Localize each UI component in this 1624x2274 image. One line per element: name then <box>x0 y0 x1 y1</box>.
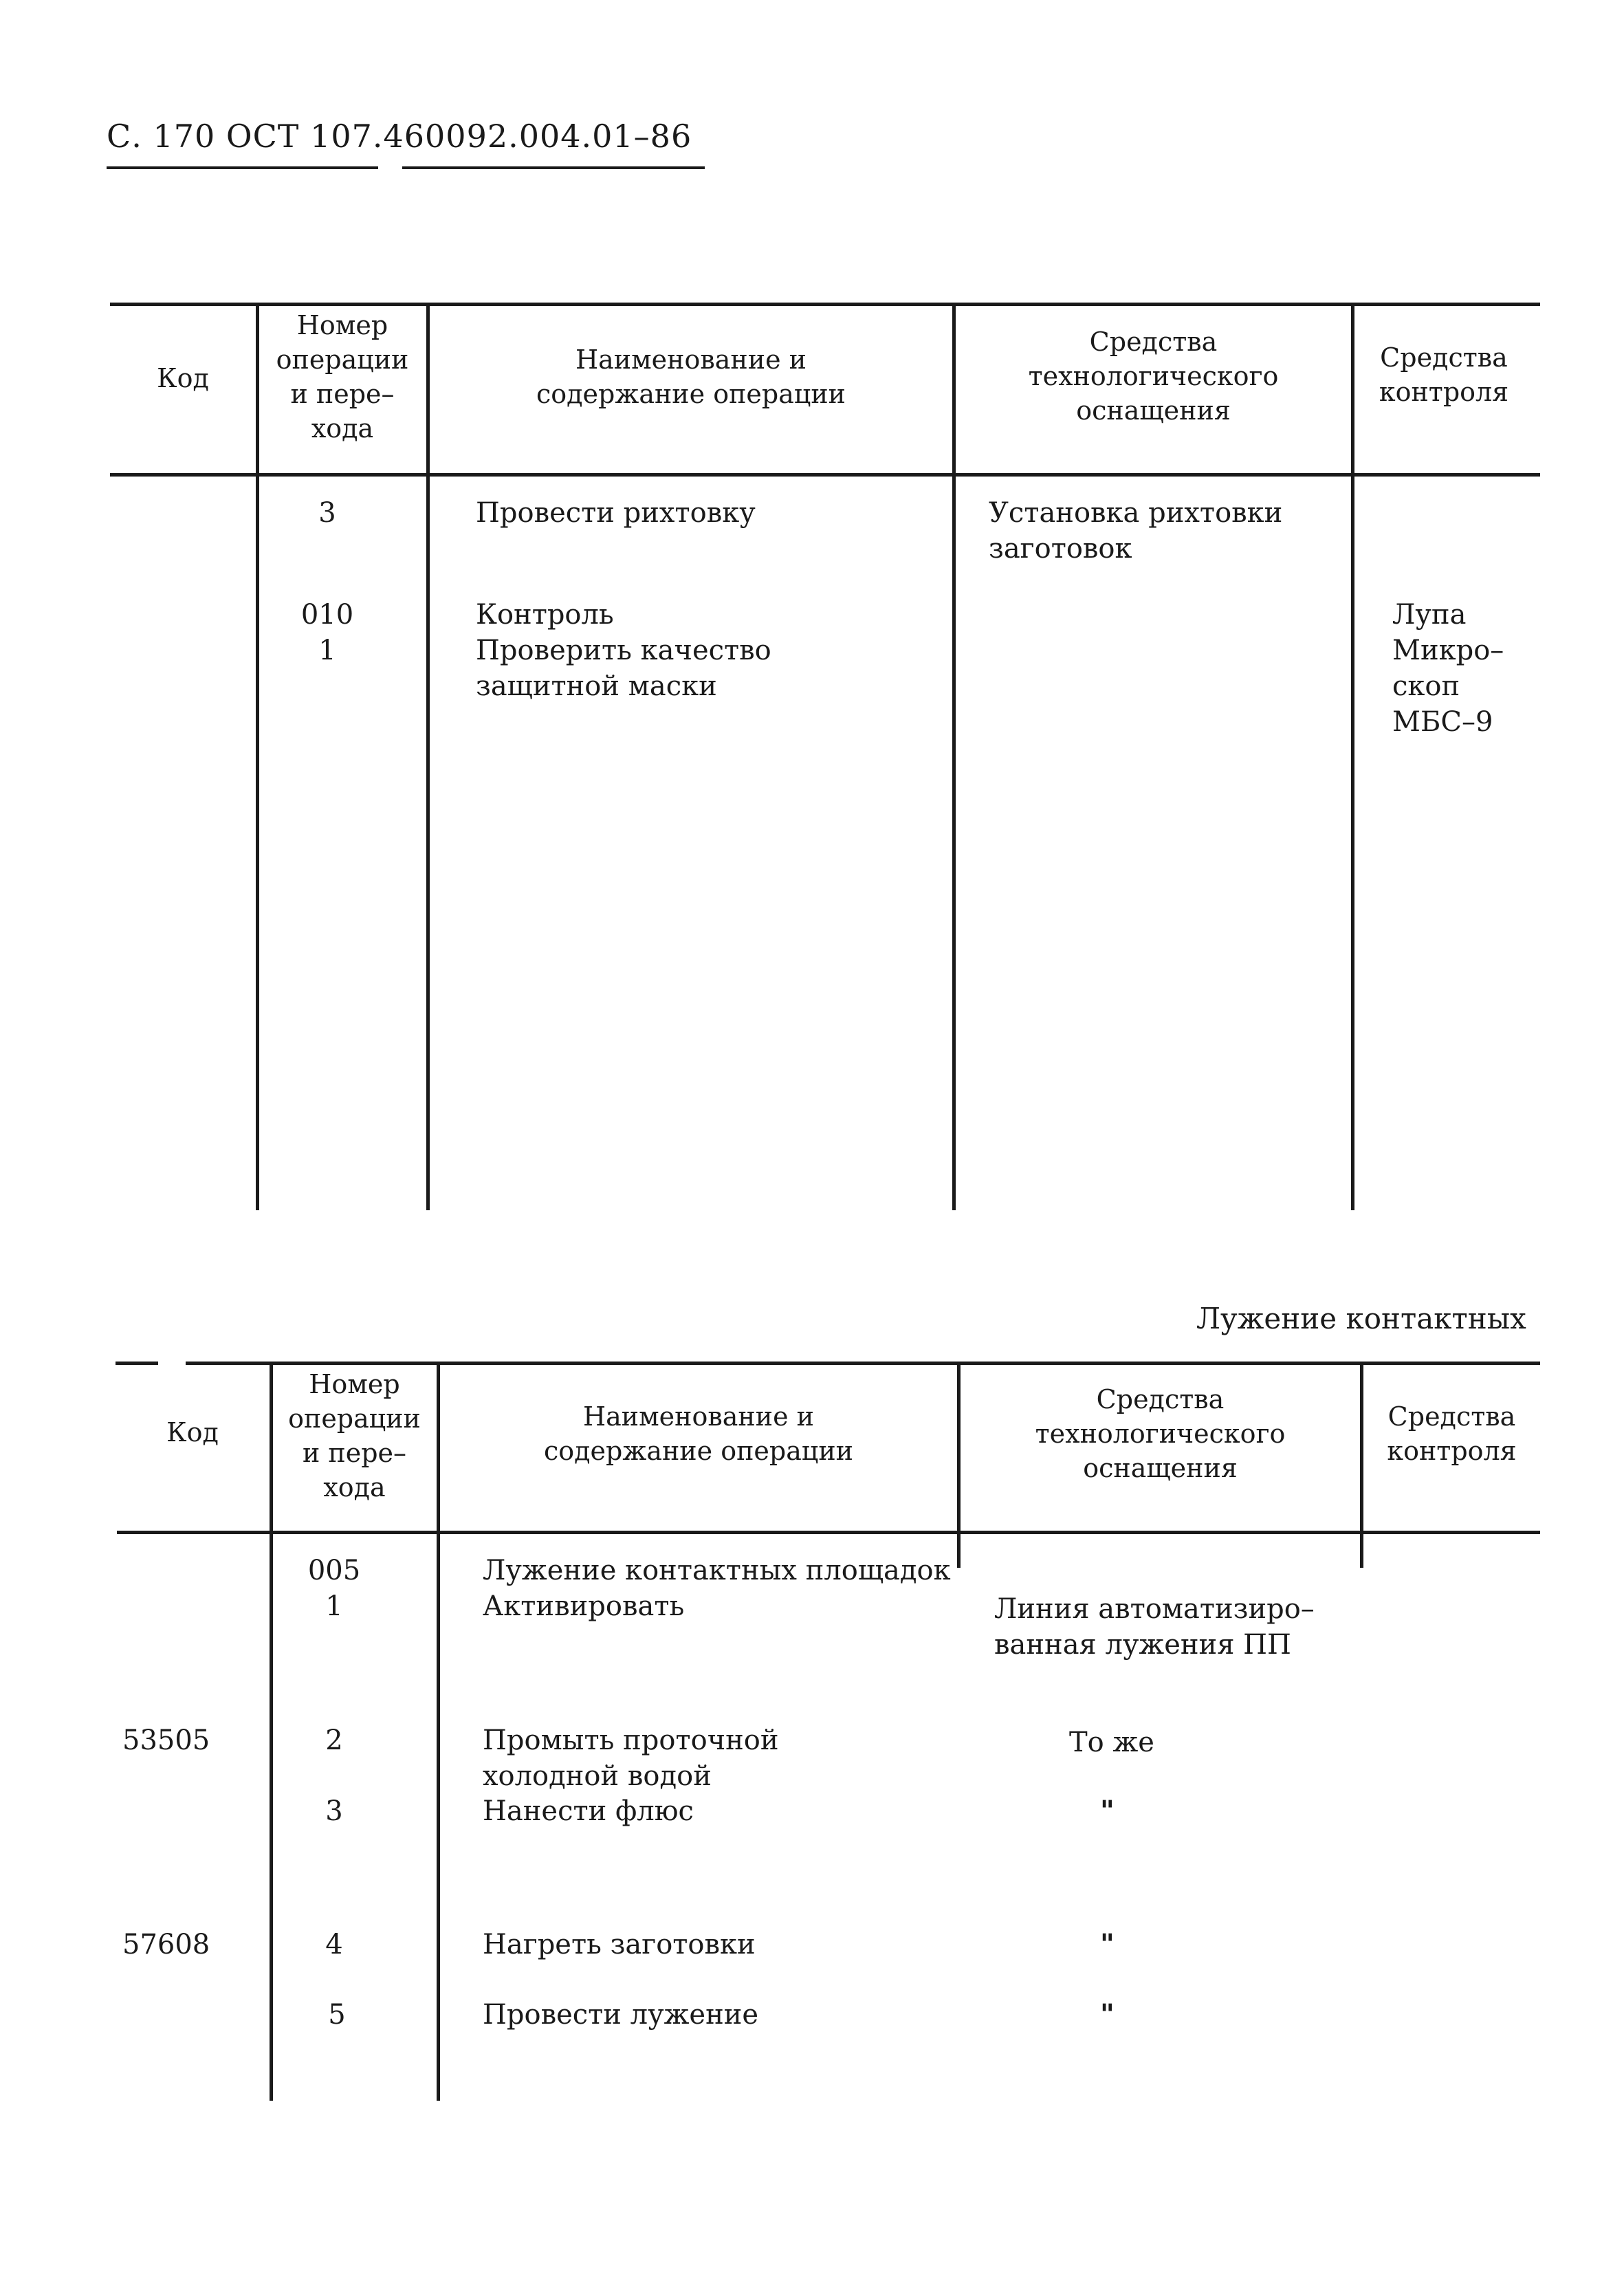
table-row-name: Лужение контактных площадок <box>483 1555 951 1586</box>
table-row-name: Активировать <box>483 1590 685 1622</box>
table-1-col-divider <box>952 303 956 1210</box>
header-control: Средства контроля <box>1379 342 1509 407</box>
header-code: Код <box>166 1417 219 1447</box>
table-row-control: Лупа Микро– скоп МБС–9 <box>1392 599 1504 738</box>
table-row-name: Промыть проточной холодной водой <box>483 1725 779 1792</box>
table-row-number: 1 <box>325 1590 343 1622</box>
table-row-name: Провести рихтовку <box>476 497 756 529</box>
section-caption: Лужение контактных <box>1196 1302 1526 1335</box>
ditto-mark: " <box>1100 1795 1115 1827</box>
header-op-name: Наименование и содержание операции <box>544 1401 853 1466</box>
table-row-equipment: Линия автоматизиро– ванная лужения ПП <box>994 1593 1315 1661</box>
table-row-name: Нагреть заготовки <box>483 1929 756 1960</box>
table-2-top-border-left <box>116 1362 158 1365</box>
table-1-col-divider <box>426 303 430 1210</box>
table-row-name: Нанести флюс <box>483 1795 694 1827</box>
table-2-header-border <box>117 1531 1540 1534</box>
table-row-name: Провести лужение <box>483 1999 759 2031</box>
table-row-code: 57608 <box>122 1929 210 1960</box>
table-row-name: Проверить качество защитной маски <box>476 635 771 702</box>
header-code: Код <box>157 363 209 393</box>
table-row-number: 3 <box>318 497 336 529</box>
table-row-number: 3 <box>325 1795 343 1827</box>
table-row-code: 53505 <box>122 1725 210 1756</box>
table-row-number: 4 <box>325 1929 343 1960</box>
header-control: Средства контроля <box>1387 1401 1517 1466</box>
table-row-number: 1 <box>318 635 336 666</box>
header-op-number: Номер операции и пере– хода <box>276 310 409 444</box>
table-row-number: 5 <box>328 1999 346 2031</box>
table-row-equipment: То же <box>1069 1727 1154 1758</box>
title-underline-right <box>402 166 705 169</box>
table-row-number: 2 <box>325 1725 343 1756</box>
table-2-col-divider <box>437 1362 440 2101</box>
ditto-mark: " <box>1100 1928 1115 1960</box>
table-row-number: 005 <box>307 1555 361 1586</box>
table-row-equipment: Установка рихтовки заготовок <box>989 497 1283 565</box>
header-op-number: Номер операции и пере– хода <box>288 1369 421 1502</box>
header-op-name: Наименование и содержание операции <box>536 345 846 409</box>
header-equipment: Средства технологического оснащения <box>1028 327 1279 426</box>
table-row-name: Контроль <box>476 599 614 631</box>
title-underline-left <box>107 166 378 169</box>
table-row-number: 010 <box>300 599 354 631</box>
ditto-mark: " <box>1100 1998 1115 2031</box>
table-1-top-border <box>110 303 1540 306</box>
table-1-header-border <box>110 473 1540 477</box>
page-title: С. 170 ОСТ 107.460092.004.01–86 <box>107 118 692 155</box>
table-1-col-divider <box>1351 303 1354 1210</box>
header-equipment: Средства технологического оснащения <box>1035 1384 1286 1483</box>
table-2-top-border <box>186 1362 1540 1365</box>
